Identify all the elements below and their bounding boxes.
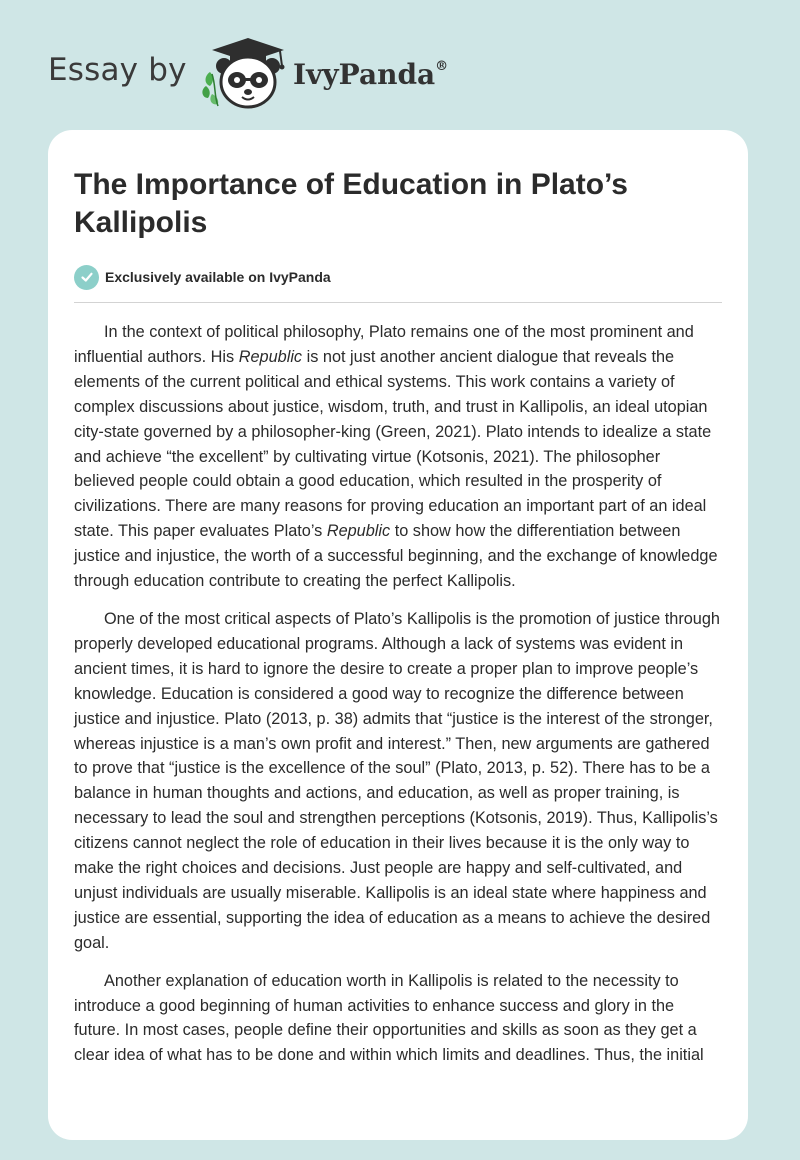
article-title: The Importance of Education in Plato’s Kallipolis — [74, 168, 628, 239]
paragraph-text: In the context of political philosophy, Plato remains one of the most prominent and influential authors. His — [74, 323, 694, 366]
registered-mark: ® — [435, 58, 449, 74]
paragraph — [74, 607, 724, 956]
exclusive-badge — [74, 264, 331, 290]
paragraph — [74, 969, 724, 1069]
ivypanda-logo-icon[interactable] — [200, 36, 296, 110]
italic-title-text: Republic — [238, 347, 303, 366]
article-body — [74, 320, 724, 1081]
paragraph — [74, 320, 724, 594]
checkmark-icon — [80, 270, 94, 284]
badge-text: Exclusively available on IvyPanda — [105, 269, 331, 285]
italic-title-text: Republic — [326, 522, 391, 541]
divider — [74, 302, 722, 303]
essay-by-label: Essay by — [48, 52, 187, 88]
paragraph-text: One of the most critical aspects of Plato’s Kallipolis is the promotion of justice through properly developed educational programs. Although a lack of systems was evident in ancient times, it is hard to ignore the desire to create a proper plan to improve people’s knowledge. Education is considered a good way to recognize the difference between justice and injustice. Plato (2013, p. 38) admits that “justice is the interest of the stronger, whereas injustice is a man’s own profit and interest.” Then, new arguments are gathered to prove that “justice is the excellence of the soul” (Plato, 2013, p. 52). There has to be a balance in human thoughts and actions, and education, as well as proper training, is necessary to lead the soul and strengthen perceptions (Kotsonis, 2019). Thus, Kallipolis’s citizens cannot neglect the role of education in their lives because it is the only way to make the right choices and decisions. Just people are happy and self-cultivated, and unjust individuals are usually miserable. Kallipolis is an ideal state where happiness and justice are essential, supporting the idea of education as a means to achieve the desired goal. — [74, 609, 720, 952]
paragraph-text: to show how the differentiation between justice and injustice, the worth of a successful beginning, and the exchange of knowledge through education contribute to creating the perfect Kallipolis. — [74, 522, 718, 591]
article-card — [48, 130, 748, 1140]
brand-name[interactable]: IvyPanda® — [293, 58, 449, 91]
badge-circle — [74, 265, 99, 290]
paragraph-text: is not just another ancient dialogue that reveals the elements of the current political and ethical systems. This work contains a variety of complex discussions about justice, wisdom, truth, and trust in Kallipolis, an ideal utopian city-state governed by a philosopher-king (Green, 2021). Plato intends to idealize a state and achieve “the excellent” by cultivating virtue (Kotsonis, 2021). The philosopher believed people could obtain a good education, which resulted in the prosperity of civilizations. There are many reasons for proving education an important part of an ideal state. This paper evaluates Plato’s — [74, 347, 712, 541]
site-header — [0, 0, 800, 130]
paragraph-text: Another explanation of education worth in Kallipolis is related to the necessity to introduce a good beginning of human activities to enhance success and glory in the future. In most cases, people define their opportunities and skills as soon as they get a clear idea of what has to be done and within which limits and deadlines. Thus, the initial — [74, 971, 704, 1065]
